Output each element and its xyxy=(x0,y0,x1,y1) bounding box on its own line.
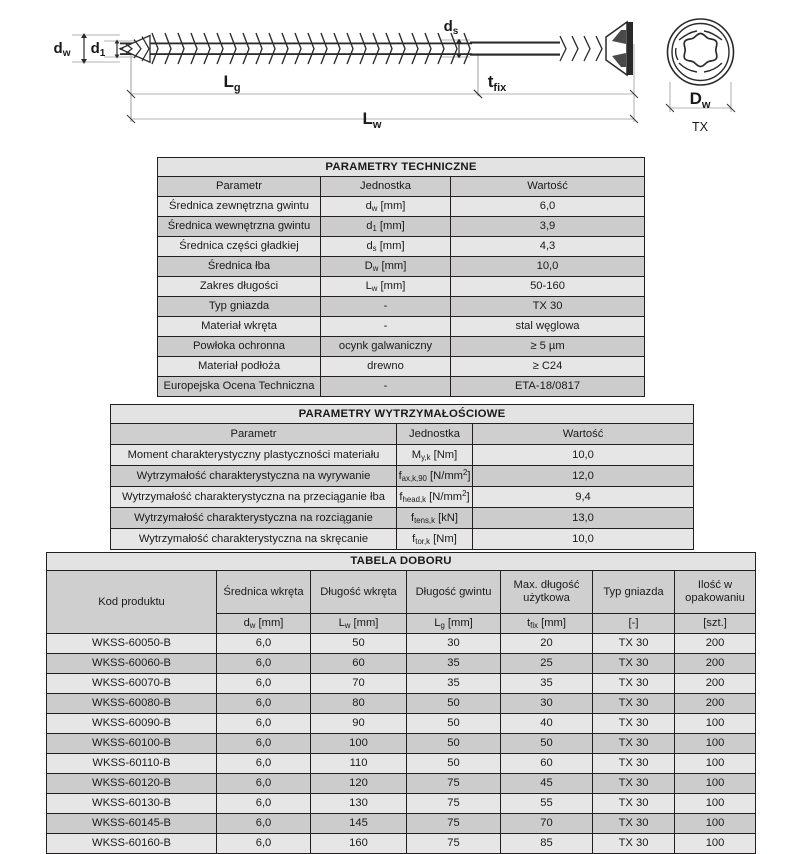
cell-drive: TX 30 xyxy=(593,834,675,854)
cell-lw: 80 xyxy=(311,694,407,714)
column-header-dlugosc-gwintu: Długość gwintu xyxy=(407,571,501,614)
cell-dw: 6,0 xyxy=(217,674,311,694)
table-title-row xyxy=(111,405,694,424)
cell-tfix: 55 xyxy=(501,794,593,814)
cell-wartosc: 10,0 xyxy=(473,529,694,550)
cell-drive: TX 30 xyxy=(593,794,675,814)
screw-head-top-view xyxy=(668,19,734,85)
cell-qty: 100 xyxy=(675,754,756,774)
cell-drive: TX 30 xyxy=(593,774,675,794)
cell-lw: 120 xyxy=(311,774,407,794)
table-row xyxy=(47,774,756,794)
table-row xyxy=(158,237,645,257)
cell-wartosc: 6,0 xyxy=(451,197,645,217)
column-header-ilosc-w-opakowaniu: Ilość w opakowaniu xyxy=(675,571,756,614)
cell-wartosc: 10,0 xyxy=(473,445,694,466)
cell-parametr: Średnica łba xyxy=(158,257,321,277)
cell-code: WKSS-60145-B xyxy=(47,814,217,834)
cell-jednostka: $L_w$ [mm] xyxy=(321,277,451,297)
cell-dw: 6,0 xyxy=(217,634,311,654)
cell-lw: 90 xyxy=(311,714,407,734)
cell-code: WKSS-60110-B xyxy=(47,754,217,774)
label-ds: $d_s$ xyxy=(443,18,459,37)
table-row xyxy=(158,297,645,317)
cell-jednostka: $d_1$ [mm] xyxy=(321,217,451,237)
cell-lg: 50 xyxy=(407,754,501,774)
column-header-kod-produktu: Kod produktu xyxy=(47,571,217,634)
table-row xyxy=(111,487,694,508)
label-drive-type: TX xyxy=(692,120,708,134)
label-Dw: $D_w$ xyxy=(689,89,711,111)
table-row xyxy=(158,377,645,397)
cell-code: WKSS-60080-B xyxy=(47,694,217,714)
cell-lg: 50 xyxy=(407,714,501,734)
table-header-row xyxy=(111,424,694,445)
cell-dw: 6,0 xyxy=(217,834,311,854)
technical-parameters-title: PARAMETRY TECHNICZNE xyxy=(158,158,645,177)
cell-drive: TX 30 xyxy=(593,674,675,694)
cell-wartosc: ETA-18/0817 xyxy=(451,377,645,397)
cell-jednostka: $f_{head,k}$ $[N/mm^2]$ xyxy=(397,487,473,508)
cell-qty: 100 xyxy=(675,734,756,754)
cell-wartosc: 9,4 xyxy=(473,487,694,508)
cell-jednostka: drewno xyxy=(321,357,451,377)
cell-code: WKSS-60070-B xyxy=(47,674,217,694)
label-tfix: $t_{fix}$ xyxy=(487,72,507,94)
cell-parametr: Materiał podłoża xyxy=(158,357,321,377)
cell-qty: 100 xyxy=(675,834,756,854)
unit-ilosc-w-opakowaniu: [szt.] xyxy=(675,614,756,634)
cell-lw: 50 xyxy=(311,634,407,654)
technical-parameters-table xyxy=(157,157,645,397)
cell-drive: TX 30 xyxy=(593,814,675,834)
cell-dw: 6,0 xyxy=(217,754,311,774)
cell-code: WKSS-60120-B xyxy=(47,774,217,794)
cell-jednostka: $f_{ax,k,90}$ $[N/mm^2]$ xyxy=(397,466,473,487)
table-row xyxy=(47,734,756,754)
table-row xyxy=(111,508,694,529)
screw-head xyxy=(606,22,633,75)
table-row xyxy=(158,277,645,297)
cell-lg: 35 xyxy=(407,674,501,694)
cell-jednostka: $d_w$ [mm] xyxy=(321,197,451,217)
cell-lg: 50 xyxy=(407,694,501,714)
column-header-wartosc: Wartość xyxy=(473,424,694,445)
label-Lg: $L_g$ xyxy=(223,72,241,94)
cell-lg: 75 xyxy=(407,794,501,814)
cell-lg: 75 xyxy=(407,834,501,854)
unit-dlugosc-wkreta: $L_w$ [mm] xyxy=(311,614,407,634)
column-header-wartosc: Wartość xyxy=(451,177,645,197)
cell-drive: TX 30 xyxy=(593,734,675,754)
table-row xyxy=(111,445,694,466)
cell-wartosc: 4,3 xyxy=(451,237,645,257)
cell-code: WKSS-60160-B xyxy=(47,834,217,854)
table-row xyxy=(158,217,645,237)
cell-wartosc: 50-160 xyxy=(451,277,645,297)
table-row xyxy=(47,634,756,654)
cell-code: WKSS-60060-B xyxy=(47,654,217,674)
cell-tfix: 40 xyxy=(501,714,593,734)
cell-wartosc: 3,9 xyxy=(451,217,645,237)
label-Lw: $L_w$ xyxy=(362,109,382,131)
cell-dw: 6,0 xyxy=(217,694,311,714)
table-title-row xyxy=(158,158,645,177)
cell-parametr: Średnica zewnętrzna gwintu xyxy=(158,197,321,217)
cell-tfix: 70 xyxy=(501,814,593,834)
cell-jednostka: - xyxy=(321,297,451,317)
cell-parametr: Średnica wewnętrzna gwintu xyxy=(158,217,321,237)
strength-parameters-table xyxy=(110,404,694,550)
cell-lw: 70 xyxy=(311,674,407,694)
table-title-row xyxy=(47,553,756,571)
cell-jednostka: - xyxy=(321,377,451,397)
cell-wartosc: ≥ 5 µm xyxy=(451,337,645,357)
cell-tfix: 20 xyxy=(501,634,593,654)
cell-qty: 200 xyxy=(675,694,756,714)
cell-qty: 100 xyxy=(675,794,756,814)
cell-qty: 100 xyxy=(675,814,756,834)
cell-tfix: 25 xyxy=(501,654,593,674)
cell-jednostka: $D_w$ [mm] xyxy=(321,257,451,277)
table-row xyxy=(47,794,756,814)
table-row xyxy=(158,197,645,217)
table-row xyxy=(47,714,756,734)
cell-code: WKSS-60130-B xyxy=(47,794,217,814)
cell-tfix: 60 xyxy=(501,754,593,774)
table-row xyxy=(111,466,694,487)
cell-code: WKSS-60090-B xyxy=(47,714,217,734)
table-row xyxy=(47,834,756,854)
cell-parametr: Wytrzymałość charakterystyczna na skręcanie xyxy=(111,529,397,550)
screw-tip xyxy=(120,36,150,63)
cell-code: WKSS-60050-B xyxy=(47,634,217,654)
cell-dw: 6,0 xyxy=(217,794,311,814)
table-row xyxy=(47,654,756,674)
unit-srednica-wkreta: $d_w$ [mm] xyxy=(217,614,311,634)
cell-wartosc: 10,0 xyxy=(451,257,645,277)
cell-qty: 100 xyxy=(675,774,756,794)
cell-tfix: 45 xyxy=(501,774,593,794)
cell-jednostka: $f_{tens,k}$ [kN] xyxy=(397,508,473,529)
screw-shank xyxy=(470,42,560,56)
column-header-jednostka: Jednostka xyxy=(321,177,451,197)
cell-jednostka: $f_{tor,k}$ [Nm] xyxy=(397,529,473,550)
strength-parameters-title: PARAMETRY WYTRZYMAŁOŚCIOWE xyxy=(111,405,694,424)
cell-drive: TX 30 xyxy=(593,694,675,714)
cell-parametr: Materiał wkręta xyxy=(158,317,321,337)
table-header-row xyxy=(158,177,645,197)
table-row xyxy=(158,337,645,357)
cell-dw: 6,0 xyxy=(217,814,311,834)
label-dw-shaft: $d_w$ xyxy=(53,40,71,59)
dimension-d1 xyxy=(115,40,120,59)
cell-parametr: Zakres długości xyxy=(158,277,321,297)
column-header-jednostka: Jednostka xyxy=(397,424,473,445)
unit-max-dlugosc-uzytkowa: $t_{fix}$ [mm] xyxy=(501,614,593,634)
cell-qty: 200 xyxy=(675,674,756,694)
cell-tfix: 50 xyxy=(501,734,593,754)
cell-lw: 130 xyxy=(311,794,407,814)
cell-lg: 50 xyxy=(407,734,501,754)
cell-wartosc: 13,0 xyxy=(473,508,694,529)
cell-lw: 160 xyxy=(311,834,407,854)
cell-dw: 6,0 xyxy=(217,714,311,734)
cell-lw: 145 xyxy=(311,814,407,834)
label-d1: $d_1$ xyxy=(90,40,106,59)
cell-drive: TX 30 xyxy=(593,714,675,734)
cell-parametr: Powłoka ochronna xyxy=(158,337,321,357)
cell-lw: 100 xyxy=(311,734,407,754)
dimension-ticks xyxy=(127,90,735,123)
cell-lw: 60 xyxy=(311,654,407,674)
cell-drive: TX 30 xyxy=(593,654,675,674)
cell-parametr: Wytrzymałość charakterystyczna na rozciąganie xyxy=(111,508,397,529)
cell-jednostka: ocynk galwaniczny xyxy=(321,337,451,357)
screw-head-ribs xyxy=(560,36,602,61)
cell-parametr: Średnica części gładkiej xyxy=(158,237,321,257)
cell-lg: 75 xyxy=(407,774,501,794)
screw-technical-drawing xyxy=(0,0,800,148)
column-header-dlugosc-wkreta: Długość wkręta xyxy=(311,571,407,614)
column-header-srednica-wkreta: Średnica wkręta xyxy=(217,571,311,614)
unit-typ-gniazda: [-] xyxy=(593,614,675,634)
cell-qty: 100 xyxy=(675,714,756,734)
cell-parametr: Wytrzymałość charakterystyczna na przeciąganie łba xyxy=(111,487,397,508)
cell-parametr: Wytrzymałość charakterystyczna na wyrywanie xyxy=(111,466,397,487)
cell-lw: 110 xyxy=(311,754,407,774)
table-row xyxy=(158,257,645,277)
table-row xyxy=(158,357,645,377)
table-row xyxy=(47,674,756,694)
table-row xyxy=(47,694,756,714)
column-header-max-dlugosc-uzytkowa: Max. długość użytkowa xyxy=(501,571,593,614)
cell-qty: 200 xyxy=(675,634,756,654)
cell-dw: 6,0 xyxy=(217,654,311,674)
cell-code: WKSS-60100-B xyxy=(47,734,217,754)
selection-table xyxy=(46,552,756,854)
cell-qty: 200 xyxy=(675,654,756,674)
unit-dlugosc-gwintu: $L_g$ [mm] xyxy=(407,614,501,634)
selection-table-title: TABELA DOBORU xyxy=(47,553,756,571)
cell-lg: 35 xyxy=(407,654,501,674)
cell-tfix: 30 xyxy=(501,694,593,714)
screw-threaded-shaft xyxy=(120,43,472,56)
column-header-parametr: Parametr xyxy=(111,424,397,445)
cell-drive: TX 30 xyxy=(593,754,675,774)
cell-parametr: Europejska Ocena Techniczna xyxy=(158,377,321,397)
table-row xyxy=(111,529,694,550)
table-row xyxy=(47,754,756,774)
cell-jednostka: $d_s$ [mm] xyxy=(321,237,451,257)
cell-parametr: Moment charakterystyczny plastyczności materiału xyxy=(111,445,397,466)
cell-jednostka: - xyxy=(321,317,451,337)
cell-wartosc: 12,0 xyxy=(473,466,694,487)
dimension-dw xyxy=(81,33,87,64)
cell-dw: 6,0 xyxy=(217,734,311,754)
cell-dw: 6,0 xyxy=(217,774,311,794)
cell-tfix: 35 xyxy=(501,674,593,694)
cell-wartosc: TX 30 xyxy=(451,297,645,317)
screw-threads xyxy=(152,33,470,64)
cell-lg: 30 xyxy=(407,634,501,654)
cell-tfix: 85 xyxy=(501,834,593,854)
cell-parametr: Typ gniazda xyxy=(158,297,321,317)
column-header-parametr: Parametr xyxy=(158,177,321,197)
cell-drive: TX 30 xyxy=(593,634,675,654)
cell-wartosc: ≥ C24 xyxy=(451,357,645,377)
cell-jednostka: $M_{y,k}$ [Nm] xyxy=(397,445,473,466)
cell-lg: 75 xyxy=(407,814,501,834)
table-row xyxy=(158,317,645,337)
cell-wartosc: stal węglowa xyxy=(451,317,645,337)
column-header-typ-gniazda: Typ gniazda xyxy=(593,571,675,614)
table-header-row xyxy=(47,571,756,614)
